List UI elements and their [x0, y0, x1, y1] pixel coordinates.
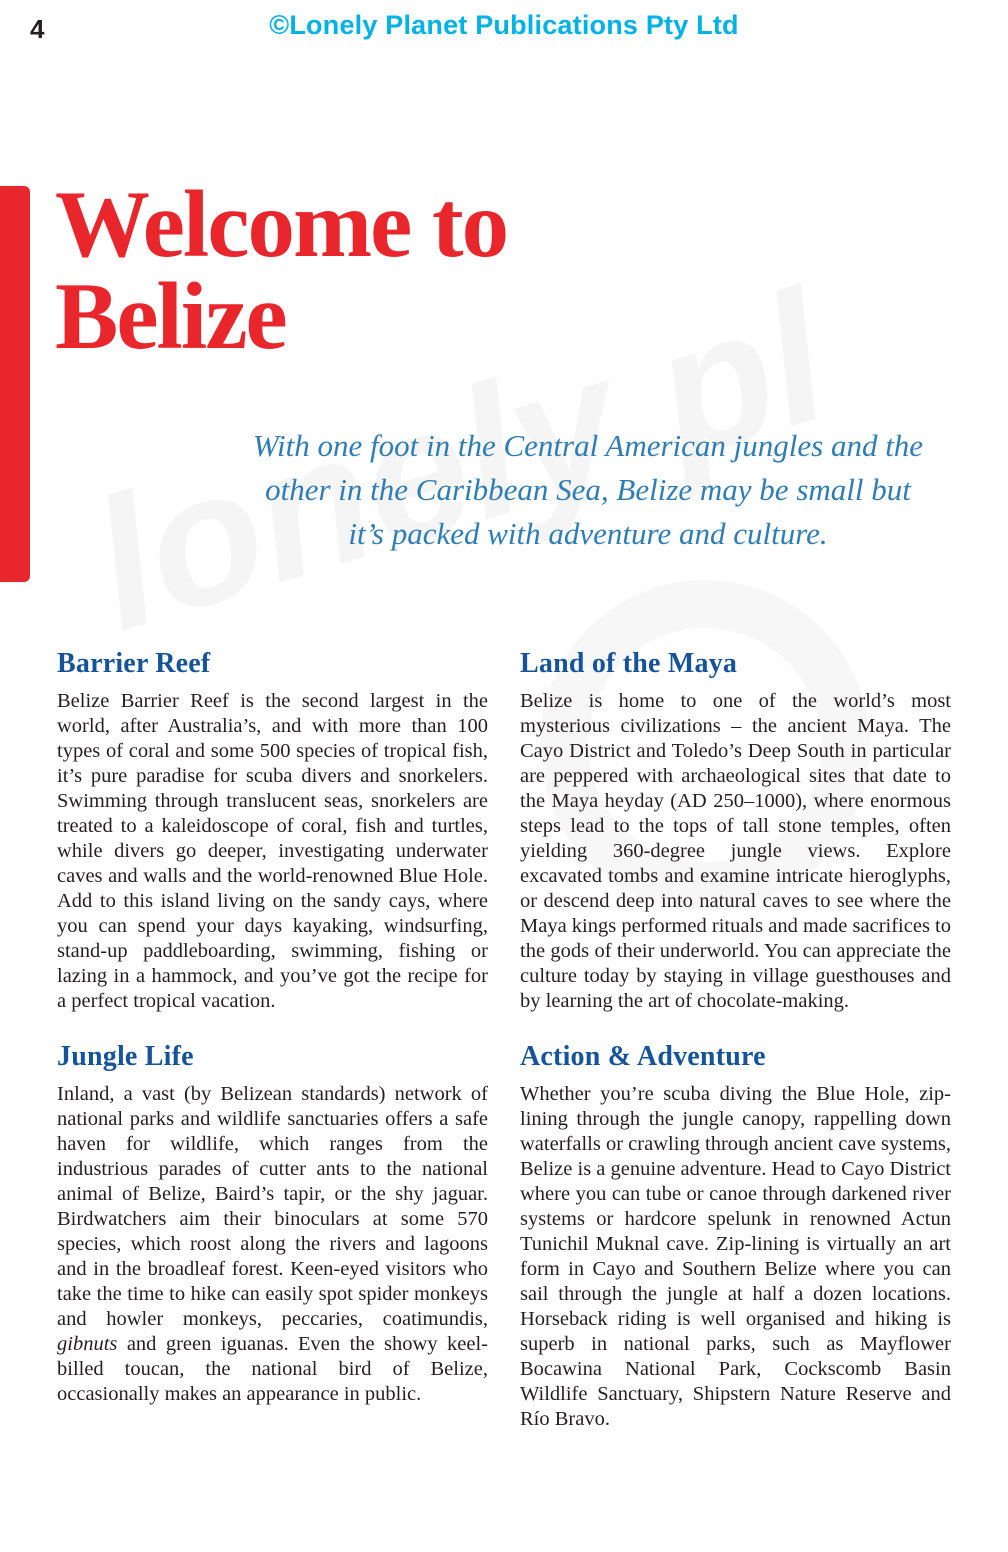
section-heading: Land of the Maya: [520, 648, 738, 679]
copyright-line: ©Lonely Planet Publications Pty Ltd: [269, 10, 739, 40]
page-title-line1: Welcome to: [55, 171, 508, 277]
section-action-adventure: [520, 1041, 951, 1432]
section-land-of-the-maya: [520, 648, 951, 1014]
section-body: Inland, a vast (by Belizean standards) network of national parks and wildlife sanctuaries offers a safe haven for wildlife, which ranges from the industrious parades of cutter ants to the national animal of Belize, Baird’s tapir, or the shy jaguar. Birdwatchers aim their binoculars at some 570 species, which roost along the rivers and lagoons and in the broadleaf forest. Keen-eyed visitors who take the time to hike can easily spot spider monkeys and howler monkeys, peccaries, coatimundis, gibnuts and green iguanas. Even the showy keel-billed toucan, the national bird of Belize, occasionally makes an appearance in public.: [57, 1083, 488, 1405]
page-title-line2: Belize: [55, 263, 286, 369]
section-heading: Action & Adventure: [520, 1041, 766, 1072]
chapter-edge-tab: [0, 186, 30, 582]
section-body: Whether you’re scuba diving the Blue Hole, zip-lining through the jungle canopy, rappelling down waterfalls or crawling through ancient cave systems, Belize is a genuine adventure. Head to Cayo District where you can tube or canoe through darkened river systems or hardcore spelunk in renowned Actun Tunichil Muknal cave. Zip-lining is virtually an art form in Cayo and Southern Belize where you can sail through the jungle at half a dozen locations. Horseback riding is well organised and hiking is superb in national parks, such as Mayflower Bocawina National Park, Cockscomb Basin Wildlife Sanctuary, Shipstern Nature Reserve and Río Bravo.: [520, 1083, 951, 1430]
section-heading: Jungle Life: [57, 1041, 194, 1072]
intro-text: With one foot in the Central American jungles and the other in the Caribbean Sea, Belize may be small but it’s packed with adventure and culture.: [252, 428, 924, 551]
section-barrier-reef: [57, 648, 488, 1014]
page-number: 4: [30, 14, 45, 44]
page-title: [55, 171, 508, 369]
section-body: Belize is home to one of the world’s most mysterious civilizations – the ancient Maya. The Cayo District and Toledo’s Deep South in particular are peppered with archaeological sites that date to the Maya heyday (AD 250–1000), where enormous steps lead to the tops of tall stone temples, often yielding 360-degree jungle views. Explore excavated tombs and examine intricate hieroglyphs, or descend deep into natural caves to see where the Maya kings performed rituals and made sacrifices to the gods of their underworld. You can appreciate the culture today by staying in village guesthouses and by learning the art of chocolate-making.: [520, 690, 951, 1012]
section-body: Belize Barrier Reef is the second largest in the world, after Australia’s, and with more than 100 types of coral and some 500 species of tropical fish, it’s pure paradise for scuba divers and snorkelers. Swimming through translucent seas, snorkelers are treated to a kaleidoscope of coral, fish and turtles, while divers go deeper, investigating underwater caves and walls and the world-renowned Blue Hole. Add to this island living on the sandy cays, where you can spend your days kayaking, windsurfing, stand-up paddleboarding, swimming, fishing or lazing in a hammock, and you’ve got the recipe for a perfect tropical vacation.: [57, 690, 488, 1012]
content-columns: [57, 648, 951, 1432]
left-column: [57, 648, 488, 1432]
section-jungle-life: [57, 1041, 488, 1407]
section-heading: Barrier Reef: [57, 648, 211, 679]
right-column: [520, 648, 951, 1432]
